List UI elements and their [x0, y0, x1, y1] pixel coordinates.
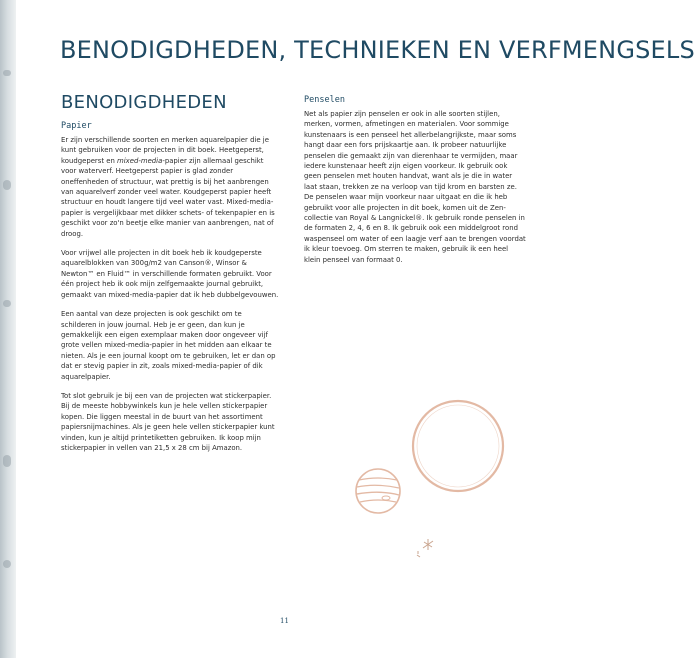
planet-illustration [340, 388, 540, 568]
left-column [61, 92, 279, 462]
large-planet [413, 401, 503, 491]
page-edge-decoration [0, 0, 16, 658]
page-title: BENODIGDHEDEN, TECHNIEKEN EN VERFMENGSELS [60, 36, 695, 64]
jupiter-planet [356, 469, 400, 513]
paragraph-penselen: Net als papier zijn penselen er ook in alle soorten stijlen, merken, vormen, afmetingen en materialen. Voor sommige kunstenaars is een penseel het allerbelangrijkste, maar soms hangt daar een fors prijskaartje aan. Ik probeer natuurlijke penselen die gemaakt zijn van dierenhaar te vermijden, maar iedere kunstenaar heeft zijn eigen voorkeur. Ik gebruik ook geen penselen met houten handvat, want als je die in water laat staan, trekken ze na verloop van tijd krom en barsten ze. De penselen waar mijn voorkeur naar uitgaat en die ik heb gebruikt voor alle projecten in dit boek, komen uit de Zen-collectie van Royal & Langnickel®. Ik gebruik ronde penselen in de formaten 2, 4, 6 en 8. Ik gebruik ook een middelgroot rond waspenseel om water of een laagje verf aan te brengen voordat ik kleur toevoeg. Om sterren te maken, gebruik ik een heel klein penseel van formaat 0. [304, 110, 526, 264]
subheading-papier: Papier [61, 121, 92, 131]
paragraph-papier-4: Tot slot gebruik je bij een van de projecten wat stickerpapier. Bij de meeste hobbywinkels kun je hele vellen stickerpapier kopen. Die liggen meestal in de buurt van het assortiment papiersnijmachines. Als je geen hele vellen stickerpapier kunt vinden, kun je altijd printetiketten gebruiken. Ik koop mijn stickerpapier in vellen van 21,5 x 28 cm bij Amazon. [61, 391, 275, 452]
star-sparkle-icon [417, 539, 433, 557]
page-number: 11 [280, 617, 289, 625]
subheading-penselen: Penselen [304, 95, 345, 105]
right-column [304, 92, 526, 274]
paragraph-papier-3: Een aantal van deze projecten is ook geschikt om te schilderen in jouw journal. Heb je er geen, dan kun je gemakkelijk een eigen exemplaar maken door ongeveer vijf grote vellen mixed-media-papier in het midden aan elkaar te nieten. Als je een journal koopt om te gebruiken, let er dan op dat er stevig papier in zit, zoals mixed-media-papier of dik aquarelpapier. [61, 310, 276, 381]
paragraph-papier-2: Voor vrijwel alle projecten in dit boek heb ik koudgeperste aquarelblokken van 300g/m2 van Canson®, Winsor & Newton™ en Fluid™ in verschillende formaten gebruikt. Voor één project heb ik ook mijn zelfgemaakte journal gebruikt, gemaakt van mixed-media-papier dat ik heb dubbelgevouwen. [61, 249, 279, 299]
paragraph-papier-1: Er zijn verschillende soorten en merken aquarelpapier die je kunt gebruiken voor de projecten in dit boek. Heetgeperst, koudgeperst en mixed-media-papier zijn allemaal geschikt voor waterverf. Heetgeperst papier is glad zonder oneffenheden of structuur, wat prettig is bij het aanbrengen van aquarelverf zonder veel water. Koudgeperst papier heeft structuur en houdt langere tijd veel water vast. Mixed-media-papier is vergelijkbaar met dikker schets- of tekenpapier en is geschikt voor zo'n beetje elke manier van aanbrengen, nat of droog. [61, 136, 275, 238]
section-heading-benodigdheden: BENODIGDHEDEN [61, 92, 227, 113]
